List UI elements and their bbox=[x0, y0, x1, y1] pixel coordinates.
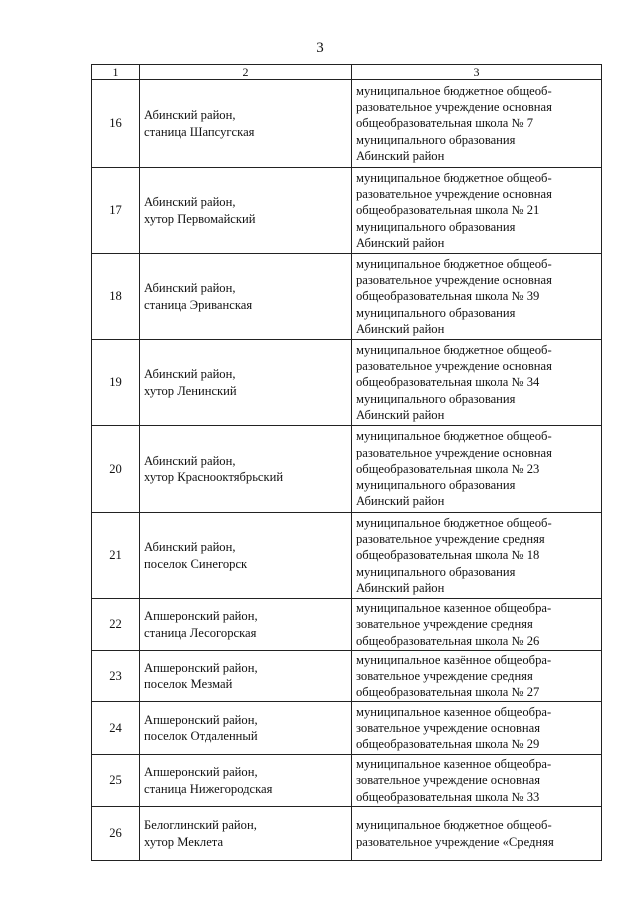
row-number: 17 bbox=[92, 168, 140, 254]
organization-line: муниципального образования bbox=[356, 219, 516, 234]
organization-line: муниципальное казенное общеобра- bbox=[356, 601, 552, 616]
organization-line: муниципальное казенное общеобра- bbox=[356, 704, 552, 719]
location-cell bbox=[140, 80, 352, 168]
organization-line: муниципального образования bbox=[356, 305, 516, 320]
organization-line: муниципального образования bbox=[356, 391, 516, 406]
location-line: станица Нижегородская bbox=[144, 781, 273, 796]
row-number: 20 bbox=[92, 426, 140, 513]
table-row bbox=[92, 254, 602, 340]
location-line: станица Эриванская bbox=[144, 297, 253, 312]
location-line: хутор Краснооктябрьский bbox=[144, 470, 284, 484]
location-line: станица Лесогорская bbox=[144, 625, 257, 640]
table-row bbox=[92, 807, 602, 861]
table-row bbox=[92, 651, 602, 702]
location-cell bbox=[140, 254, 352, 340]
location-line: хутор Меклета bbox=[144, 834, 224, 849]
column-header-1: 1 bbox=[92, 65, 140, 80]
organization-line: муниципальное бюджетное общеоб- bbox=[356, 429, 552, 444]
table-row bbox=[92, 168, 602, 254]
organization-line: Абинский район bbox=[356, 580, 445, 595]
location-cell bbox=[140, 755, 352, 807]
organization-line: зовательное учреждение средняя bbox=[356, 668, 533, 683]
organization-line: общеобразовательная школа № 26 bbox=[356, 633, 540, 648]
row-number: 18 bbox=[92, 254, 140, 340]
organization-line: муниципальное бюджетное общеоб- bbox=[356, 515, 552, 530]
organization-line: Абинский район bbox=[356, 407, 445, 422]
location-cell bbox=[140, 426, 352, 513]
organization-cell bbox=[352, 513, 602, 599]
table-row bbox=[92, 80, 602, 168]
location-cell bbox=[140, 513, 352, 599]
organization-cell bbox=[352, 340, 602, 426]
location-line: Абинский район, bbox=[144, 540, 236, 555]
location-line: поселок Отдаленный bbox=[144, 729, 258, 743]
location-line: Абинский район, bbox=[144, 108, 236, 123]
location-line: поселок Синегорск bbox=[144, 556, 248, 571]
organization-cell bbox=[352, 807, 602, 861]
location-cell bbox=[140, 702, 352, 755]
location-cell bbox=[140, 651, 352, 702]
table-row bbox=[92, 426, 602, 513]
location-line: хутор Первомайский bbox=[144, 211, 256, 226]
table-row bbox=[92, 340, 602, 426]
location-cell bbox=[140, 599, 352, 651]
row-number: 25 bbox=[92, 755, 140, 807]
organization-line: зовательное учреждение основная bbox=[356, 773, 541, 788]
organization-line: разовательное учреждение основная bbox=[356, 359, 552, 374]
organization-line: разовательное учреждение основная bbox=[356, 273, 552, 288]
organization-cell bbox=[352, 80, 602, 168]
organization-line: общеобразовательная школа № 33 bbox=[356, 789, 540, 804]
organization-line: зовательное учреждение средняя bbox=[356, 617, 533, 632]
location-line: Абинский район, bbox=[144, 281, 236, 296]
location-cell bbox=[140, 807, 352, 861]
organization-line: муниципального образования bbox=[356, 132, 516, 147]
row-number: 21 bbox=[92, 513, 140, 599]
organization-line: общеобразовательная школа № 18 bbox=[356, 548, 540, 563]
organization-line: общеобразовательная школа № 29 bbox=[356, 737, 540, 752]
organization-line: зовательное учреждение основная bbox=[356, 720, 541, 735]
organization-line: общеобразовательная школа № 27 bbox=[356, 685, 540, 700]
organization-line: муниципального образования bbox=[356, 564, 516, 579]
location-line: Апшеронский район, bbox=[144, 660, 258, 675]
organization-line: общеобразовательная школа № 34 bbox=[356, 375, 540, 390]
organization-cell bbox=[352, 755, 602, 807]
organization-line: Абинский район bbox=[356, 235, 445, 250]
row-number: 26 bbox=[92, 807, 140, 861]
location-line: хутор Ленинский bbox=[144, 383, 237, 398]
row-number: 24 bbox=[92, 702, 140, 755]
location-line: Белоглинский район, bbox=[144, 818, 257, 833]
page-number: 3 bbox=[316, 40, 324, 56]
organization-line: муниципальное бюджетное общеоб- bbox=[356, 256, 552, 271]
organization-line: Абинский район bbox=[356, 321, 445, 336]
location-line: Абинский район, bbox=[144, 195, 236, 210]
organization-line: Абинский район bbox=[356, 148, 445, 163]
organization-cell bbox=[352, 168, 602, 254]
organization-cell bbox=[352, 651, 602, 702]
location-line: Апшеронский район, bbox=[144, 765, 258, 780]
schools-table bbox=[91, 64, 602, 861]
organization-line: общеобразовательная школа № 21 bbox=[356, 203, 540, 218]
organization-line: муниципальное казенное общеобра- bbox=[356, 757, 552, 772]
column-header-3: 3 bbox=[352, 65, 602, 80]
organization-line: общеобразовательная школа № 23 bbox=[356, 461, 540, 476]
row-number: 22 bbox=[92, 599, 140, 651]
organization-line: муниципальное казённое общеобра- bbox=[356, 652, 552, 667]
table-row bbox=[92, 755, 602, 807]
organization-cell bbox=[352, 599, 602, 651]
organization-line: муниципальное бюджетное общеоб- bbox=[356, 342, 552, 357]
organization-line: муниципальное бюджетное общеоб- bbox=[356, 83, 552, 98]
table-row bbox=[92, 599, 602, 651]
location-line: станица Шапсугская bbox=[144, 124, 255, 139]
organization-line: разовательное учреждение средняя bbox=[356, 532, 545, 547]
organization-cell bbox=[352, 426, 602, 513]
organization-cell bbox=[352, 254, 602, 340]
table-row bbox=[92, 702, 602, 755]
organization-line: разовательное учреждение основная bbox=[356, 100, 552, 115]
location-line: Апшеронский район, bbox=[144, 609, 258, 624]
organization-line: Абинский район bbox=[356, 494, 445, 509]
organization-line: муниципальное бюджетное общеоб- bbox=[356, 818, 552, 833]
organization-line: разовательное учреждение основная bbox=[356, 445, 552, 460]
row-number: 19 bbox=[92, 340, 140, 426]
organization-line: разовательное учреждение основная bbox=[356, 187, 552, 202]
table-header-row bbox=[92, 65, 602, 80]
location-line: Абинский район, bbox=[144, 367, 236, 382]
location-cell bbox=[140, 340, 352, 426]
location-line: поселок Мезмай bbox=[144, 677, 233, 691]
organization-line: муниципального образования bbox=[356, 478, 516, 493]
location-cell bbox=[140, 168, 352, 254]
row-number: 23 bbox=[92, 651, 140, 702]
organization-line: муниципальное бюджетное общеоб- bbox=[356, 170, 552, 185]
location-line: Апшеронский район, bbox=[144, 712, 258, 727]
organization-cell bbox=[352, 702, 602, 755]
organization-line: разовательное учреждение «Средняя bbox=[356, 834, 554, 849]
location-line: Абинский район, bbox=[144, 453, 236, 468]
organization-line: общеобразовательная школа № 7 bbox=[356, 116, 534, 131]
organization-line: общеобразовательная школа № 39 bbox=[356, 289, 540, 304]
column-header-2: 2 bbox=[140, 65, 352, 80]
table-row bbox=[92, 513, 602, 599]
row-number: 16 bbox=[92, 80, 140, 168]
